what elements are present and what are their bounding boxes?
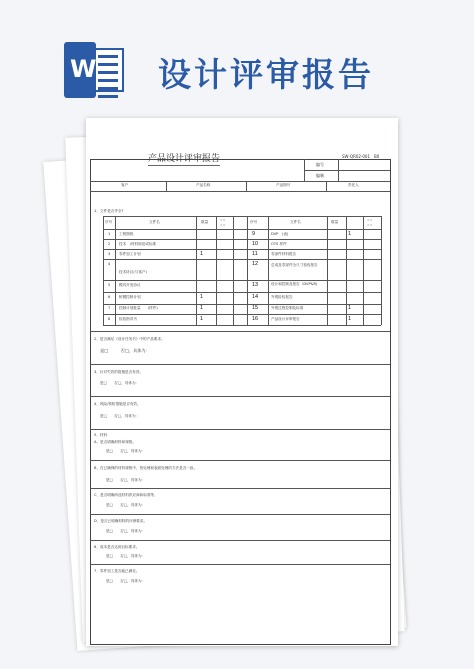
section-6-heading: 6、成本是否达到目标要求。 [94,545,140,549]
table-cell-no: 13 [252,282,259,288]
table-cell-no: 1 [108,232,111,236]
word-logo-icon [64,42,96,98]
table-header-cell: 文件名 [290,220,301,224]
material-options-c: 是□ 否□，具体为： [106,503,146,507]
table-cell-file: 控制计划批量 (样件) [119,306,158,310]
section-4-heading: 4、风险/预防措施是否有效。 [94,402,141,406]
document-page [86,118,398,646]
table-cell-file: OTS 样件 [271,242,287,246]
table-cell-no: 14 [252,294,259,300]
table-header-cell: ☆☆ [367,223,373,227]
word-doc-icon [64,42,126,98]
section-5-heading: 5、材料： [94,433,111,437]
table-cell-qty: 1 [348,305,352,311]
banner-title: 设计评审报告 [158,55,374,94]
rule [90,181,390,182]
doc-title: 产品设计评审报告 [148,151,220,166]
table-cell-qty: 1 [200,294,204,300]
col-product-name: 产品名称 [196,183,211,187]
rule [90,396,390,397]
table-cell-file: 模具开发协议 [119,283,141,287]
material-question-b: B、在已确保的材料规格中，热处理和表面处理的方法是否一致。 [94,466,198,470]
material-options-a: 是□ 否□，具体为： [106,449,146,453]
section-4-options: 是□ 否□，具体为： [100,414,140,418]
col-product-drawing: 产品图号 [276,183,291,187]
doc-lines-icon [94,48,124,92]
section-3-heading: 3、针对失效的措施是否有效。 [94,370,144,374]
table-cell-no: 7 [108,306,111,310]
rule [90,191,390,192]
table-header-cell: 序号 [250,220,258,224]
material-question-d: D、是否已明确材料的环保要求。 [94,519,148,523]
table-header-cell: ☆☆ [367,218,373,222]
table-cell-file: 产品设计评审报告 [271,317,300,321]
table-cell-no: 5 [108,283,111,287]
table-cell-qty: 1 [200,316,204,322]
col-divider [246,181,247,191]
table-cell-file: 桥模控制计划 [119,295,141,299]
rule [90,331,390,332]
col-owner: 责任人 [348,183,359,187]
section-2-options: 是□ 否□，具体为： [100,348,150,353]
table-cell-file: 零部件材料报告 [271,252,297,256]
table-cell-file: DVP (表) [271,232,289,236]
section-3-options: 是□ 否□，具体为： [100,381,140,385]
table-cell-file: 外观过程控制及标准 [271,306,304,310]
hdr-rule [304,170,390,171]
table-cell-file: 零件加工计划 [119,252,141,256]
table-cell-file: 设计和控制及报告（DVP&R) [271,282,318,286]
table-cell-no: 16 [252,316,259,322]
table-cell-no: 9 [252,231,256,237]
banner [0,0,474,118]
col-divider [326,181,327,191]
section-7-options: 是□ 否□，具体为： [106,579,146,583]
col-customer: 客户 [121,183,129,187]
section-2-heading: 2、是否满足《设计任务书》中的产品要求。 [94,337,165,341]
table-cell-no: 8 [108,317,111,321]
table-cell-qty: 1 [348,231,352,237]
material-question-a: A、是否明确材料和规格。 [94,440,136,444]
table-cell-file: 工程图纸 [119,232,134,236]
table-cell-no: 6 [108,295,111,299]
doc-code: SW-QR02-001 B0 [342,154,380,159]
table-cell-qty: 1 [348,316,352,322]
table-header-cell: 数量 [331,220,339,224]
table-cell-no: 4 [108,262,111,266]
material-question-c: C、是否明确所选材料供应商和标准等。 [94,493,158,497]
table-cell-file: 外观检验报告 [271,295,293,299]
col-divider [166,181,167,191]
table-cell-file: 检验指导书 [119,317,137,321]
rule [90,540,390,541]
table-cell-no: 2 [108,242,111,246]
hdr-date-label: 编制 [316,173,324,178]
section-1-heading: 1、文件是否齐全? [94,209,124,213]
table-cell-file: 技术协议(与客户) [119,270,147,274]
rule [90,514,390,515]
table-cell-qty: 1 [200,305,204,311]
table-header-cell: ☆☆ [220,223,226,227]
table-cell-qty: 1 [200,251,204,257]
section-7-heading: 7、零件加工是否能已满足。 [94,569,140,573]
table-cell-no: 10 [252,241,259,247]
material-options-b: 是□ 否□，具体为： [106,478,146,482]
table-header-cell: 文件名 [149,220,160,224]
section-6-options: 是□ 否□，具体为： [106,554,146,558]
table-cell-no: 15 [252,305,259,311]
rule [90,564,390,565]
hdr-no-label: 编号 [316,162,324,167]
rule [90,429,390,430]
word-glyph: W [70,55,97,83]
table-header-cell: 数量 [201,220,209,224]
table-cell-file: 技术 /材料规范或标准 [119,242,157,246]
table-cell-no: 3 [108,252,111,256]
rule [90,364,390,365]
rule [90,488,390,489]
material-options-d: 是□ 否□，具体为： [106,529,146,533]
table-cell-no: 12 [252,261,259,267]
table-header-cell: ☆☆ [220,218,226,222]
table-header-cell: 序号 [105,220,113,224]
rule [90,460,390,461]
table-cell-file: 总成及零部件全尺寸检验报告 [271,263,318,267]
table-cell-no: 11 [252,251,258,257]
